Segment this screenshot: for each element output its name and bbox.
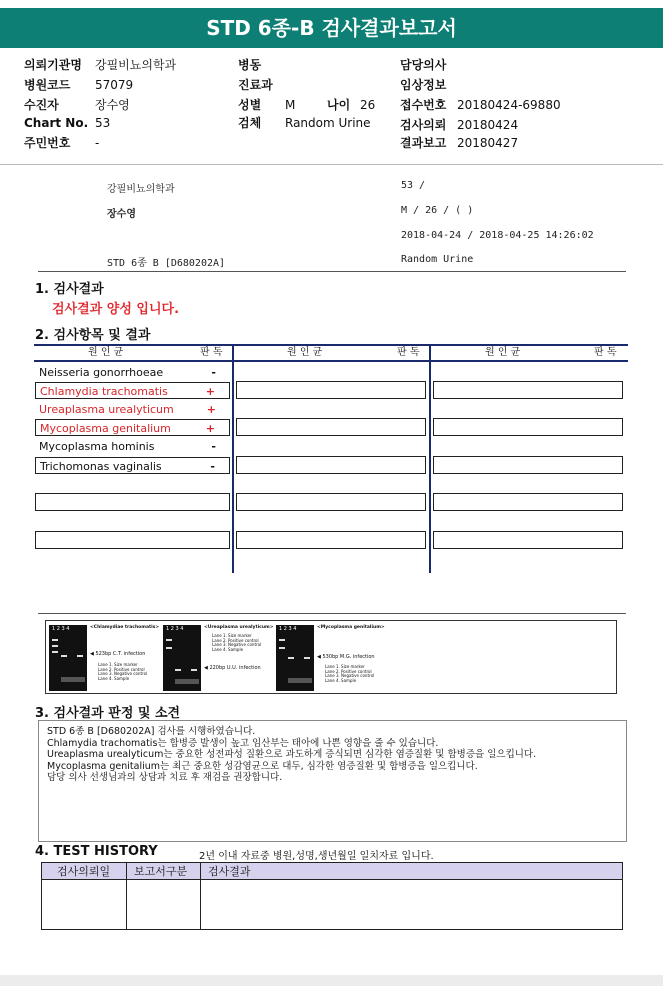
- opinion-line: Chlamydia trachomatis는 합병증 발생이 높고 임산부는 태아에 나쁜 영향을 줄 수 있습니다.: [47, 737, 439, 749]
- gel-band: [166, 647, 172, 649]
- lane-numbers: 1 2 3 4: [279, 626, 297, 632]
- section2-title: 2. 검사항목 및 결과: [35, 328, 151, 343]
- info-report-date: [400, 134, 518, 151]
- info-value: 강필비뇨의학과: [95, 58, 177, 72]
- info-specimen: [238, 114, 371, 131]
- result-row: [35, 382, 230, 399]
- info-doctor: [400, 56, 457, 73]
- section-divider: [38, 613, 626, 614]
- section1-title: 1. 검사결과: [35, 282, 104, 297]
- info-label: 주민번호: [24, 136, 71, 150]
- gel-band: [175, 669, 181, 671]
- info-request-date: [400, 116, 518, 133]
- history-col-report-type: 보고서구분: [134, 865, 188, 878]
- result-row: [35, 457, 230, 474]
- gel-band: [288, 657, 294, 659]
- meta-patient: 장수영: [107, 209, 136, 220]
- judgement: +: [205, 422, 215, 435]
- col-head-pathogen: 원 인 균: [287, 347, 323, 358]
- info-value: 53: [95, 116, 111, 130]
- gel-band-label: ◀ 220bp U.U. infection: [204, 665, 261, 671]
- judgement: -: [211, 366, 216, 379]
- gel-band-text: 523bp C.T. infection: [95, 651, 146, 657]
- info-value: 20180424: [457, 118, 519, 132]
- gel-lane-legend: Lane 1. Size marker Lane 2. Positive control Lane 3. Negative control Lane 4. Sample: [98, 662, 148, 681]
- info-label: Chart No.: [24, 116, 89, 130]
- result-row: [35, 419, 230, 436]
- footer-bar: [0, 975, 663, 986]
- info-ward: [238, 56, 261, 73]
- gel-band: [288, 678, 312, 683]
- empty-result-cell: [236, 456, 426, 474]
- info-value: 57079: [95, 78, 134, 92]
- info-label: 병원코드: [24, 78, 71, 92]
- gel-band: [279, 639, 285, 641]
- col-head-judgement: 판 독: [594, 347, 617, 358]
- opinion-line: Ureaplasma urealyticum는 중요한 성전파성 질환으로 과도하게 증식되면 심각한 염증질환 및 합병증을 일으킵니다.: [47, 749, 537, 760]
- info-label: 의뢰기관명: [24, 58, 82, 72]
- empty-result-cell: [236, 381, 426, 399]
- empty-result-cell: [236, 418, 426, 436]
- opinion-line: STD 6종 B [D680202A] 검사를 시행하였습니다.: [47, 726, 256, 737]
- column-divider: [429, 346, 431, 573]
- judgement: -: [211, 440, 216, 453]
- gel-band-text: 530bp M.G. infection: [322, 654, 375, 660]
- lane-numbers: 1 2 3 4: [166, 626, 184, 632]
- gel-electrophoresis-panel: [45, 620, 617, 694]
- result-row: [35, 401, 230, 418]
- info-hospital-code: [24, 76, 133, 93]
- gel-title: <Chlamydiae trachomatis>: [90, 625, 160, 630]
- info-patient: [24, 96, 130, 113]
- meta-test-code: STD 6종 B [D680202A]: [107, 258, 226, 269]
- info-chart-no: [24, 116, 110, 130]
- info-label: 수진자: [24, 98, 59, 112]
- info-label: 병동: [238, 58, 262, 72]
- info-hospital-name: [24, 56, 176, 73]
- gel-title: <Ureaplasma urealyticum>: [204, 625, 274, 630]
- empty-result-cell: [433, 381, 623, 399]
- history-col-divider: [200, 863, 201, 929]
- pathogen-name: Mycoplasma hominis: [39, 440, 155, 453]
- meta-dates: 2018-04-24 / 2018-04-25 14:26:02: [401, 230, 594, 241]
- info-label: 나이: [327, 98, 351, 112]
- gel-band: [166, 639, 172, 641]
- judgement: -: [210, 460, 215, 473]
- gel-band-text: 220bp U.U. infection: [209, 665, 261, 671]
- info-label: 접수번호: [400, 98, 447, 112]
- info-age: [327, 96, 375, 113]
- table-header-border: [34, 360, 628, 362]
- gel-lane-legend: Lane 1. Size marker Lane 2. Positive control Lane 3. Negative control Lane 4. Sample: [325, 664, 375, 683]
- info-value: 26: [360, 98, 376, 112]
- history-col-divider: [126, 863, 127, 929]
- meta-divider: [38, 271, 626, 272]
- gel-band-label: ◀ 523bp C.T. infection: [90, 651, 146, 657]
- gel-band-label: ◀ 530bp M.G. infection: [317, 654, 375, 660]
- gel-image: [276, 625, 314, 691]
- info-label: 진료과: [238, 78, 273, 92]
- info-label: 검사의뢰: [400, 118, 447, 132]
- gel-image: [163, 625, 201, 691]
- info-label: 결과보고: [400, 136, 447, 150]
- gel-band: [77, 655, 83, 657]
- meta-sex-age: M / 26 / ( ): [401, 205, 474, 216]
- col-head-judgement: 판 독: [200, 347, 223, 358]
- opinion-line: 담당 의사 선생님과의 상담과 치료 후 재검을 권장합니다.: [47, 772, 283, 783]
- report-title: STD 6종-B 검사결과보고서: [0, 8, 663, 48]
- info-clinical: [400, 76, 457, 93]
- info-value: 20180424-69880: [457, 98, 561, 112]
- info-label: 임상정보: [400, 78, 447, 92]
- pathogen-name: Mycoplasma genitalium: [40, 422, 171, 435]
- empty-result-cell: [433, 493, 623, 511]
- info-label: 검체: [238, 116, 262, 130]
- gel-lane-legend: Lane 1. Size marker Lane 2. Positive control Lane 3. Negative control Lane 4. Sample: [212, 633, 262, 652]
- history-note: 2년 이내 자료중 병원,성명,생년월일 일치자료 입니다.: [199, 851, 434, 862]
- pathogen-name: Trichomonas vaginalis: [40, 460, 162, 473]
- opinion-box: [38, 720, 627, 842]
- info-label: 담당의사: [400, 58, 447, 72]
- gel-band: [61, 655, 67, 657]
- gel-band: [52, 645, 58, 647]
- empty-result-cell: [236, 493, 426, 511]
- history-col-result: 검사결과: [208, 865, 251, 878]
- positive-result-message: 검사결과 양성 입니다.: [52, 302, 180, 317]
- empty-result-cell: [35, 531, 230, 549]
- pathogen-name: Neisseria gonorrhoeae: [39, 366, 164, 379]
- info-value: Random Urine: [285, 116, 371, 130]
- section4-title: 4. TEST HISTORY: [35, 844, 158, 859]
- history-col-request-date: 검사의뢰일: [57, 865, 111, 878]
- gel-band: [191, 669, 197, 671]
- gel-band: [61, 677, 85, 682]
- opinion-line: Mycoplasma genitalium는 최근 중요한 성감염균으로 대두, 심각한 염증질환 및 합병증을 일으킵니다.: [47, 760, 478, 772]
- empty-result-cell: [433, 418, 623, 436]
- gel-band: [52, 651, 58, 653]
- gel-band: [304, 657, 310, 659]
- column-divider: [232, 346, 234, 573]
- empty-result-cell: [236, 531, 426, 549]
- col-head-judgement: 판 독: [397, 347, 420, 358]
- gel-band: [175, 679, 199, 684]
- empty-result-cell: [35, 493, 230, 511]
- info-receipt-no: [400, 96, 561, 113]
- info-value: M: [285, 98, 296, 112]
- header-divider: [0, 164, 663, 165]
- pathogen-name: Chlamydia trachomatis: [40, 385, 168, 398]
- empty-result-cell: [433, 456, 623, 474]
- result-row: [35, 438, 230, 455]
- info-resident-no: [24, 134, 99, 151]
- col-head-pathogen: 원 인 균: [88, 347, 124, 358]
- info-value: 장수영: [95, 98, 130, 112]
- info-dept: [238, 76, 273, 93]
- judgement: +: [206, 403, 216, 416]
- meta-specimen: Random Urine: [401, 254, 474, 265]
- info-value: 20180427: [457, 136, 519, 150]
- col-head-pathogen: 원 인 균: [485, 347, 521, 358]
- info-sex: [238, 96, 327, 113]
- info-label: 성별: [238, 98, 262, 112]
- gel-band: [52, 639, 58, 641]
- judgement: +: [205, 385, 215, 398]
- pathogen-name: Ureaplasma urealyticum: [39, 403, 174, 416]
- meta-code: 53 /: [401, 180, 426, 191]
- meta-hospital: 강필비뇨의학과: [107, 184, 175, 195]
- gel-band: [279, 647, 285, 649]
- gel-image: [49, 625, 87, 691]
- gel-title: <Mycoplasma genitalium>: [317, 625, 385, 630]
- history-table: [41, 862, 623, 930]
- history-table-header: [42, 863, 622, 880]
- result-row: [35, 364, 230, 381]
- empty-result-cell: [433, 531, 623, 549]
- section3-title: 3. 검사결과 판정 및 소견: [35, 706, 181, 721]
- info-value: -: [95, 136, 100, 150]
- lane-numbers: 1 2 3 4: [52, 626, 70, 632]
